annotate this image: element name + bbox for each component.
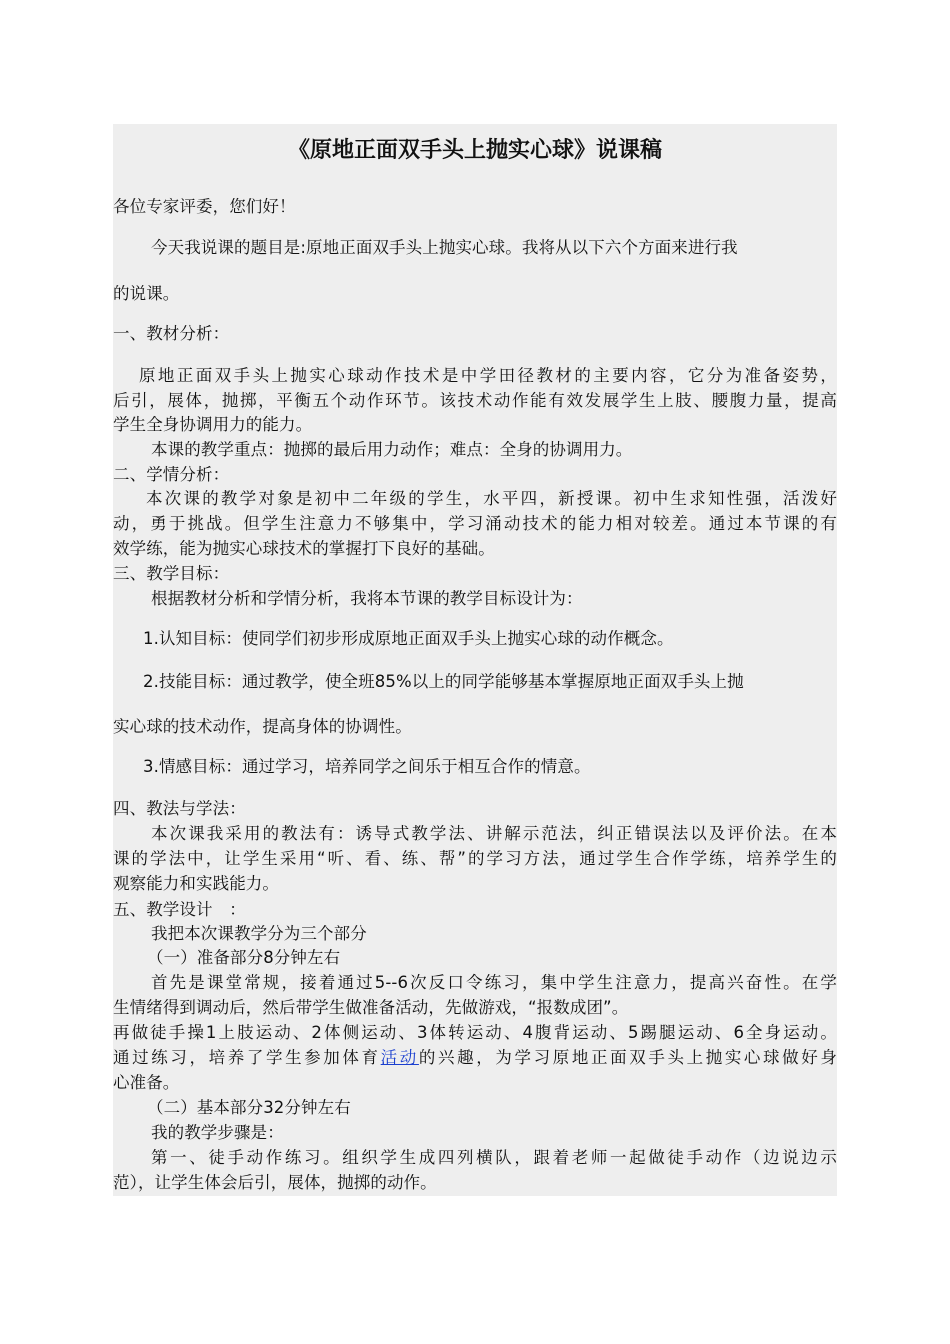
paragraph-line: 观察能力和实践能力。 (113, 874, 279, 893)
paragraph-line: 动，勇于挑战。但学生注意力不够集中，学习涌动技术的能力相对较差。通过本节课的有 (113, 514, 837, 533)
goal-affective: 3.情感目标：通过学习，培养同学之间乐于相互合作的情意。 (143, 757, 591, 776)
document-title: 《原地正面双手头上抛实心球》说课稿 (287, 138, 662, 163)
intro-line-2: 的说课。 (113, 284, 180, 303)
part-basic: （二）基本部分32分钟左右 (147, 1098, 351, 1117)
paragraph-line: 首先是课堂常规，接着通过5--6次反口令练习，集中学生注意力，提高兴奋性。在学 (151, 973, 837, 992)
activity-link[interactable]: 活动 (380, 1048, 419, 1067)
paragraph-line: 根据教材分析和学情分析，我将本节课的教学目标设计为： (151, 589, 583, 608)
paragraph-line: 生情绪得到调动后，然后带学生做准备活动，先做游戏，“报数成团”。 (113, 998, 629, 1017)
section-heading-design: 五、教学设计 ： (113, 900, 246, 919)
section-heading-goals: 三、教学目标： (113, 564, 230, 583)
section-heading-students: 二、学情分析： (113, 465, 230, 484)
key-points: 本课的教学重点：抛掷的最后用力动作；难点：全身的协调用力。 (151, 440, 633, 459)
paragraph-line: 我的教学步骤是： (151, 1123, 284, 1142)
paragraph-line-with-link (113, 1046, 837, 1070)
paragraph-line: 课的学法中，让学生采用“听、看、练、帮”的学习方法，通过学生合作学练，培养学生的 (113, 849, 837, 868)
section-heading-methods: 四、教法与学法： (113, 799, 246, 818)
paragraph-line: 第一、徒手动作练习。组织学生成四列横队，跟着老师一起做徒手动作（边说边示 (151, 1148, 837, 1167)
paragraph-line: 本次课的教学对象是初中二年级的学生，水平四，新授课。初中生求知性强，活泼好 (146, 489, 837, 508)
paragraph-line: 心准备。 (113, 1073, 180, 1092)
section-heading-materials: 一、教材分析： (113, 324, 230, 343)
paragraph-line: 范），让学生体会后引，展体，抛掷的动作。 (113, 1173, 437, 1192)
intro-line-1: 今天我说课的题目是:原地正面双手头上抛实心球。我将从以下六个方面来进行我 (151, 238, 738, 257)
paragraph-line: 学生全身协调用力的能力。 (113, 415, 313, 434)
paragraph-text: 的兴趣，为学习原地正面双手头上抛实心球做好身 (418, 1048, 838, 1067)
paragraph-line: 本次课我采用的教法有：诱导式教学法、讲解示范法，纠正错误法以及评价法。在本 (151, 824, 837, 843)
goal-skill: 2.技能目标：通过教学，使全班85%以上的同学能够基本掌握原地正面双手头上抛 (143, 672, 744, 691)
paragraph-text: 通过练习，培养了学生参加体育 (113, 1048, 381, 1067)
paragraph-line: 后引，展体，抛掷，平衡五个动作环节。该技术动作能有效发展学生上肢、腰腹力量，提高 (113, 391, 837, 410)
paragraph-line: 再做徒手操1上肢运动、2体侧运动、3体转运动、4腹背运动、5踢腿运动、6全身运动。 (113, 1023, 837, 1042)
greeting: 各位专家评委，您们好！ (113, 197, 296, 216)
paragraph-line: 原地正面双手头上抛实心球动作技术是中学田径教材的主要内容，它分为准备姿势， (139, 366, 837, 385)
goal-cognitive: 1.认知目标：使同学们初步形成原地正面双手头上抛实心球的动作概念。 (143, 629, 674, 648)
part-preparation: （一）准备部分8分钟左右 (147, 948, 341, 967)
paragraph-line: 我把本次课教学分为三个部分 (151, 924, 367, 943)
goal-skill-continued: 实心球的技术动作，提高身体的协调性。 (113, 717, 412, 736)
paragraph-line: 效学练，能为抛实心球技术的掌握打下良好的基础。 (113, 539, 495, 558)
